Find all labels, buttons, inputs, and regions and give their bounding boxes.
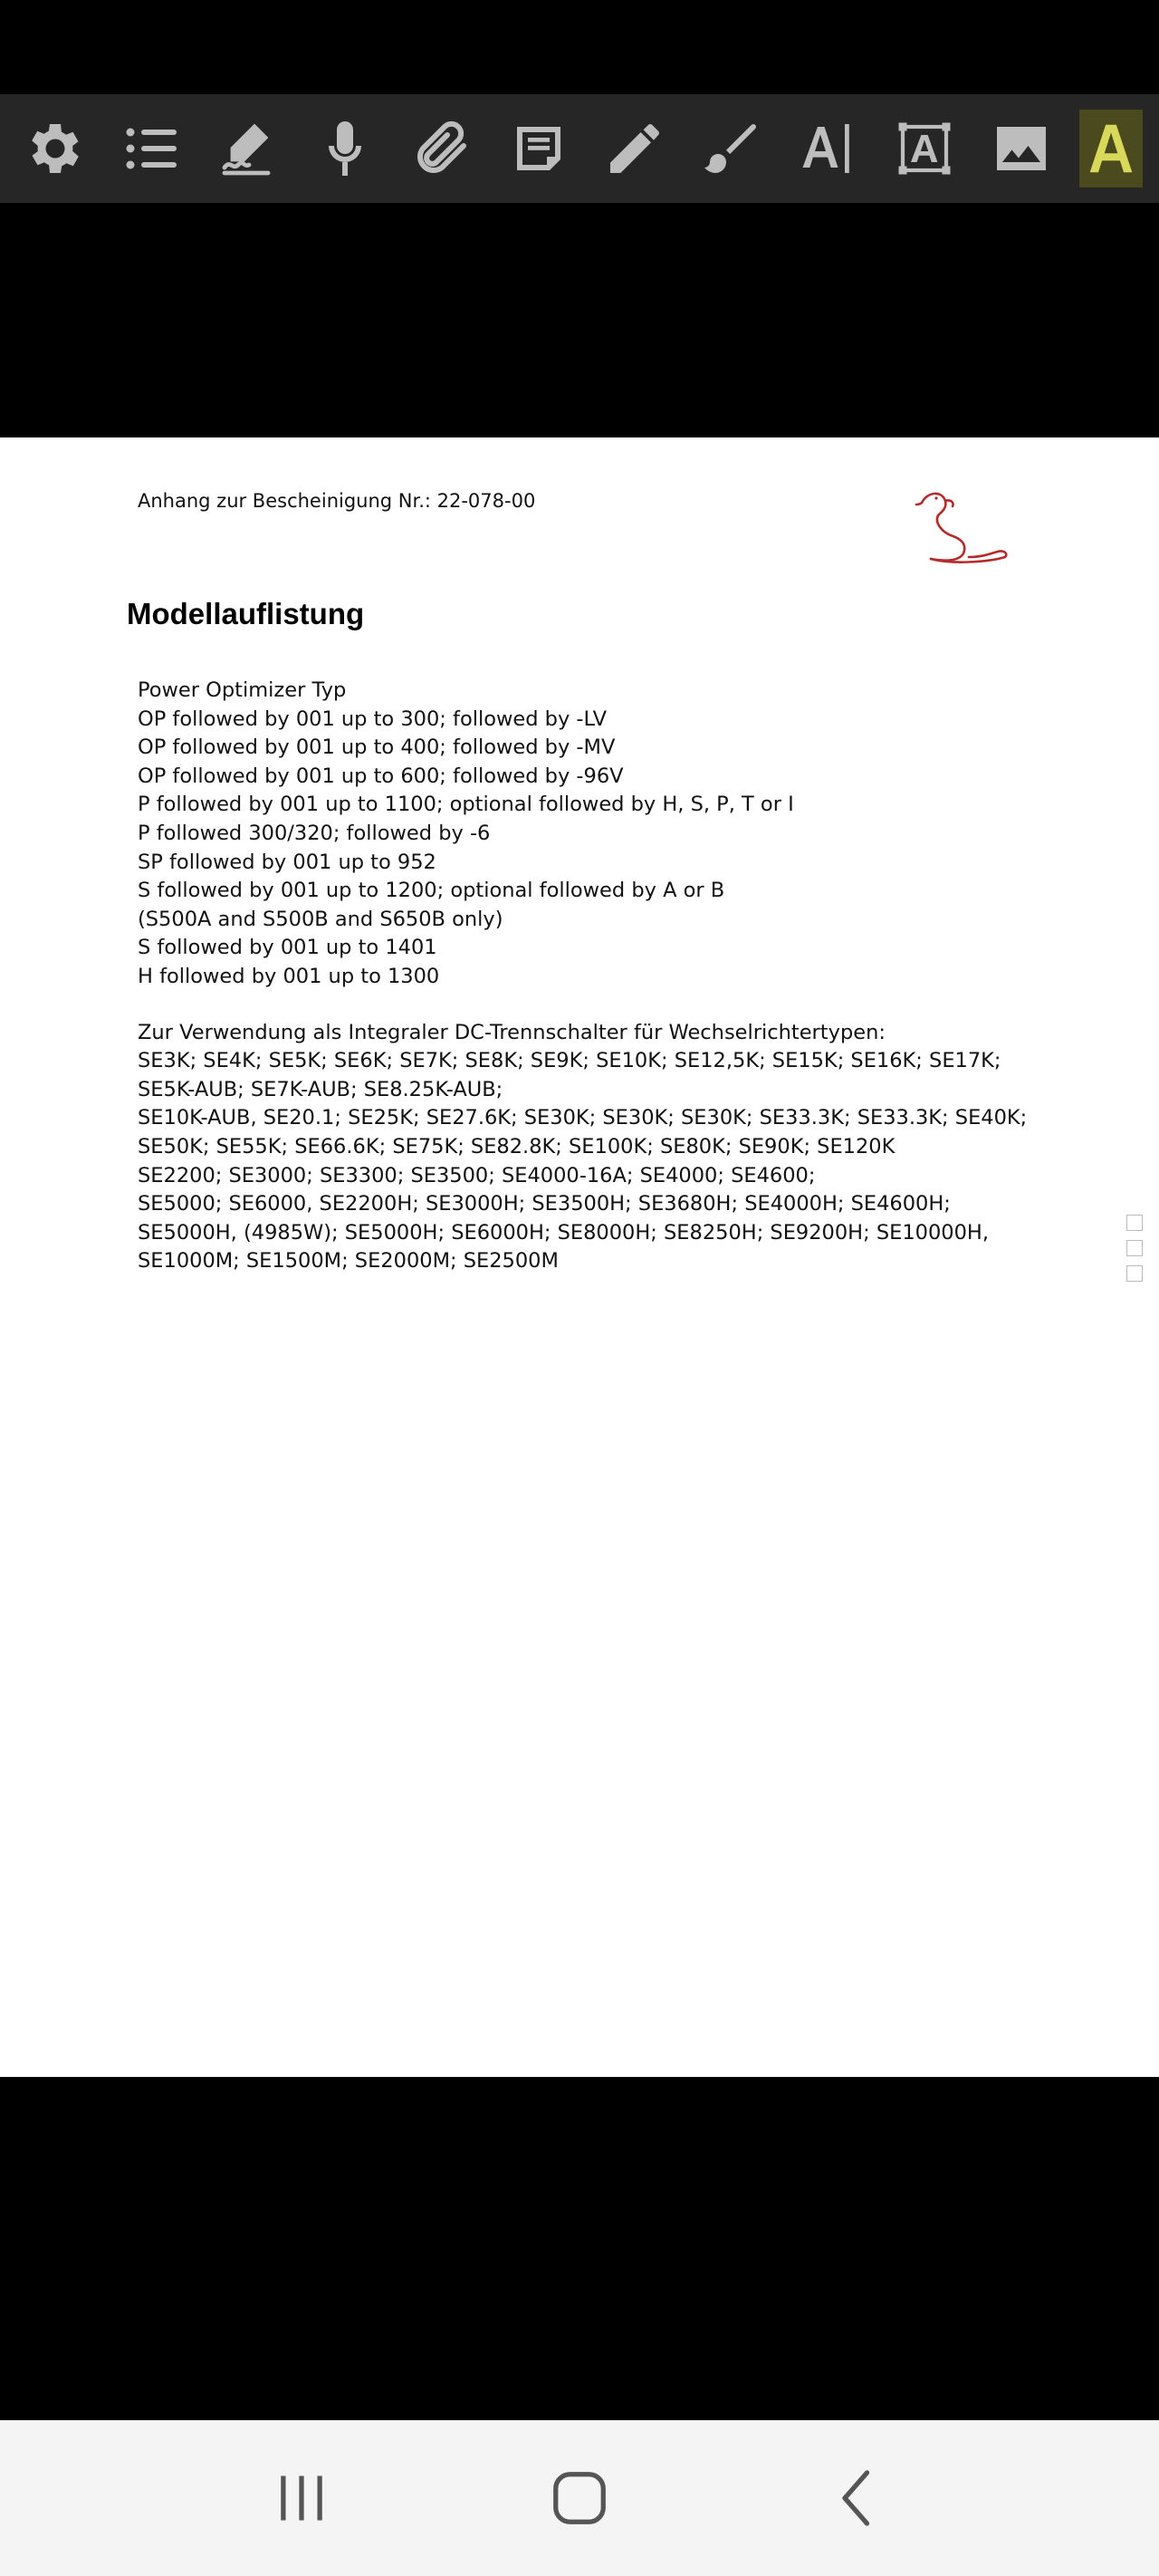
inverter-line: SE5000H, (4985W); SE5000H; SE6000H; SE8000H; SE8250H; SE9200H; SE10000H,: [138, 1220, 989, 1245]
document-header: Anhang zur Bescheinigung Nr.: 22-078-00: [138, 490, 536, 512]
inverter-line: SE2200; SE3000; SE3300; SE3500; SE4000-16A; SE4000; SE4600;: [138, 1163, 816, 1187]
document-body: [138, 677, 1043, 1276]
pencil-icon: [602, 116, 667, 181]
page-thumbnail[interactable]: [1126, 1240, 1143, 1256]
microphone-icon: [312, 116, 378, 181]
list-icon: [120, 116, 185, 181]
text-button[interactable]: [790, 110, 867, 187]
optimizer-line: Power Optimizer Typ: [138, 678, 347, 702]
voice-note-button[interactable]: [306, 110, 384, 187]
document-title: Modellauflistung: [127, 597, 365, 630]
annotation-toolbar: [0, 94, 1159, 203]
inverter-line: SE10K-AUB, SE20.1; SE25K; SE27.6K; SE30K; SE30K; SE30K; SE33.3K; SE33.3K; SE40K;: [138, 1106, 1028, 1130]
insert-image-button[interactable]: [982, 110, 1060, 187]
company-logo: [915, 485, 1014, 566]
signature-button[interactable]: [210, 110, 288, 187]
pencil-button[interactable]: [596, 110, 674, 187]
text-cursor-icon: [796, 116, 861, 181]
home-button[interactable]: [539, 2457, 620, 2539]
signature-icon: [216, 116, 282, 181]
optimizer-line: S followed by 001 up to 1401: [138, 936, 437, 960]
inverter-line: SE3K; SE4K; SE5K; SE6K; SE7K; SE8K; SE9K; SE10K; SE12,5K; SE15K; SE16K; SE17K;: [138, 1049, 1001, 1073]
attachment-icon: [409, 116, 474, 181]
inverter-line: SE5000; SE6000, SE2200H; SE3000H; SE3500H; SE3680H; SE4000H; SE4600H;: [138, 1192, 951, 1216]
recent-apps-icon: [270, 2466, 333, 2530]
power-optimizer-list: [138, 677, 1043, 992]
attach-file-button[interactable]: [403, 110, 481, 187]
optimizer-line: OP followed by 001 up to 600; followed by -96V: [138, 764, 624, 788]
home-icon: [548, 2466, 611, 2530]
recent-apps-button[interactable]: [261, 2457, 342, 2539]
outline-button[interactable]: [113, 110, 191, 187]
inverter-types-list: [138, 1019, 1043, 1276]
page-thumbnail-strip: [1126, 1215, 1145, 1291]
optimizer-line: (S500A and S500B and S650B only): [138, 907, 503, 931]
highlight-text-icon: [1079, 116, 1143, 181]
back-button[interactable]: [817, 2457, 898, 2539]
optimizer-line: P followed 300/320; followed by -6: [138, 821, 491, 845]
text-box-button[interactable]: [886, 110, 963, 187]
page-thumbnail[interactable]: [1126, 1215, 1143, 1231]
brush-button[interactable]: [693, 110, 771, 187]
brush-icon: [699, 116, 764, 181]
document-page: [0, 437, 1159, 2077]
sticky-note-button[interactable]: [500, 110, 578, 187]
inverter-line: Zur Verwendung als Integraler DC-Trennschalter für Wechselrichtertypen:: [138, 1020, 886, 1044]
optimizer-line: OP followed by 001 up to 300; followed by -LV: [138, 706, 607, 731]
system-navigation-bar: [0, 2420, 1159, 2576]
settings-button[interactable]: [16, 110, 94, 187]
text-box-icon: [892, 116, 957, 181]
image-icon: [989, 116, 1054, 181]
inverter-line: SE1000M; SE1500M; SE2000M; SE2500M: [138, 1249, 559, 1274]
highlight-text-button[interactable]: [1079, 110, 1143, 187]
page-thumbnail[interactable]: [1126, 1265, 1143, 1282]
inverter-line: SE5K-AUB; SE7K-AUB; SE8.25K-AUB;: [138, 1077, 503, 1101]
optimizer-line: OP followed by 001 up to 400; followed by -MV: [138, 735, 616, 760]
optimizer-line: SP followed by 001 up to 952: [138, 850, 436, 874]
note-icon: [506, 116, 571, 181]
settings-icon: [23, 116, 88, 181]
back-icon: [826, 2466, 889, 2530]
optimizer-line: P followed by 001 up to 1100; optional followed by H, S, P, T or I: [138, 793, 794, 817]
inverter-line: SE50K; SE55K; SE66.6K; SE75K; SE82.8K; SE100K; SE80K; SE90K; SE120K: [138, 1134, 896, 1158]
optimizer-line: S followed by 001 up to 1200; optional followed by A or B: [138, 879, 725, 903]
optimizer-line: H followed by 001 up to 1300: [138, 964, 440, 988]
